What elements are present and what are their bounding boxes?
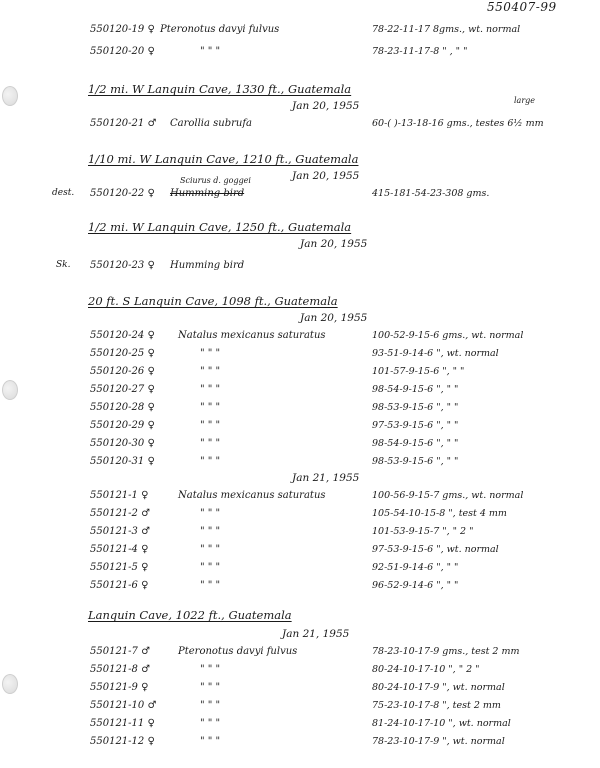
measurements: 75-23-10-17-8 ", test 2 mm [372,700,501,711]
measurements: 92-51-9-14-6 ", " " [372,562,459,573]
measurements: 101-57-9-15-6 ", " " [372,366,465,377]
measurements: 98-53-9-15-6 ", " " [372,402,459,413]
margin-note: large [514,96,536,105]
catalog-number: 550120-31 ♀ [90,456,155,467]
measurements: 80-24-10-17-10 ", " 2 " [372,664,480,675]
locality-heading: Lanquin Cave, 1022 ft., Guatemala [88,608,292,622]
measurements: 80-24-10-17-9 ", wt. normal [372,682,505,693]
ditto-marks: " " " [200,420,221,431]
catalog-number: 550121-4 ♀ [90,544,149,555]
catalog-number: 550121-5 ♀ [90,562,149,573]
measurements: 60-( )-13-18-16 gms., testes 6½ mm [372,118,544,129]
collection-date: Jan 20, 1955 [292,170,360,182]
species-correction: Sciurus d. goggei [180,176,251,185]
catalog-number: 550120-21 ♂ [90,118,157,129]
status-mark: dest. [52,188,75,198]
ditto-marks: " " " [200,544,221,555]
measurements: 101-53-9-15-7 ", " 2 " [372,526,474,537]
ditto-marks: " " " [200,718,221,729]
ditto-marks: " " " [200,682,221,693]
measurements: 97-53-9-15-6 ", " " [372,420,459,431]
species-name: Pteronotus davyi fulvus [178,646,298,657]
catalog-number: 550121-12 ♀ [90,736,155,747]
measurements: 96-52-9-14-6 ", " " [372,580,459,591]
species-name-struck: Humming bird [170,188,245,199]
ditto-marks: " " " [200,384,221,395]
punch-hole [2,380,18,400]
catalog-number: 550120-19 ♀ [90,24,155,35]
catalog-number: 550120-29 ♀ [90,420,155,431]
status-mark: Sk. [56,260,71,270]
collection-date: Jan 20, 1955 [292,100,360,112]
punch-hole [2,674,18,694]
ditto-marks: " " " [200,508,221,519]
species-name: Natalus mexicanus saturatus [178,490,326,501]
catalog-number: 550121-1 ♀ [90,490,149,501]
measurements: 98-54-9-15-6 ", " " [372,384,459,395]
measurements: 105-54-10-15-8 ", test 4 mm [372,508,507,519]
punch-hole [2,86,18,106]
catalog-number: 550121-10 ♂ [90,700,157,711]
catalog-number: 550120-25 ♀ [90,348,155,359]
locality-heading: 1/2 mi. W Lanquin Cave, 1250 ft., Guatemala [88,220,352,234]
measurements: 81-24-10-17-10 ", wt. normal [372,718,511,729]
species-name: Carollia subrufa [170,118,253,129]
measurements: 100-56-9-15-7 gms., wt. normal [372,490,524,501]
ditto-marks: " " " [200,562,221,573]
ditto-marks: " " " [200,664,221,675]
measurements: 78-23-10-17-9 gms., test 2 mm [372,646,520,657]
ditto-marks: " " " [200,438,221,449]
document-id: 550407-99 [487,0,557,14]
measurements: 78-23-10-17-9 ", wt. normal [372,736,505,747]
ditto-marks: " " " [200,580,221,591]
locality-heading: 1/10 mi. W Lanquin Cave, 1210 ft., Guatemala [88,152,359,166]
measurements: 97-53-9-15-6 ", wt. normal [372,544,499,555]
catalog-number: 550121-2 ♂ [90,508,151,519]
ditto-marks: " " " [200,700,221,711]
catalog-number: 550121-9 ♀ [90,682,149,693]
measurements: 78-23-11-17-8 " , " " [372,46,468,57]
ditto-marks: " " " [200,736,221,747]
catalog-number: 550121-11 ♀ [90,718,155,729]
species-name: Humming bird [170,260,245,271]
ditto-marks: " " " [200,402,221,413]
species-name: Pteronotus davyi fulvus [160,24,280,35]
ditto-marks: " " " [200,46,221,57]
catalog-number: 550120-26 ♀ [90,366,155,377]
catalog-number: 550120-27 ♀ [90,384,155,395]
measurements: 415-181-54-23-308 gms. [372,188,490,199]
collection-date: Jan 21, 1955 [282,628,350,640]
species-name: Natalus mexicanus saturatus [178,330,326,341]
measurements: 100-52-9-15-6 gms., wt. normal [372,330,524,341]
collection-date: Jan 20, 1955 [300,238,368,250]
collection-date: Jan 21, 1955 [292,472,360,484]
ditto-marks: " " " [200,348,221,359]
measurements: 78-22-11-17 8gms., wt. normal [372,24,521,35]
measurements: 93-51-9-14-6 ", wt. normal [372,348,499,359]
measurements: 98-53-9-15-6 ", " " [372,456,459,467]
ditto-marks: " " " [200,366,221,377]
catalog-number: 550120-24 ♀ [90,330,155,341]
locality-heading: 1/2 mi. W Lanquin Cave, 1330 ft., Guatemala [88,82,352,96]
catalog-number: 550120-20 ♀ [90,46,155,57]
catalog-number: 550121-6 ♀ [90,580,149,591]
collection-date: Jan 20, 1955 [300,312,368,324]
catalog-number: 550120-23 ♀ [90,260,155,271]
catalog-number: 550121-7 ♂ [90,646,151,657]
catalog-number: 550120-22 ♀ [90,188,155,199]
locality-heading: 20 ft. S Lanquin Cave, 1098 ft., Guatemala [88,294,338,308]
catalog-number: 550120-28 ♀ [90,402,155,413]
ditto-marks: " " " [200,526,221,537]
catalog-number: 550120-30 ♀ [90,438,155,449]
measurements: 98-54-9-15-6 ", " " [372,438,459,449]
catalog-number: 550121-3 ♂ [90,526,151,537]
catalog-number: 550121-8 ♂ [90,664,151,675]
ditto-marks: " " " [200,456,221,467]
